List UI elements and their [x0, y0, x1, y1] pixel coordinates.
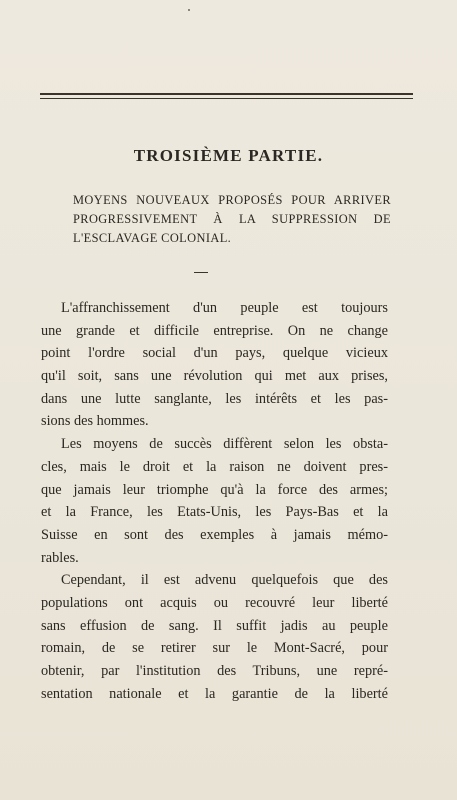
- chapter-subtitle: [73, 191, 391, 248]
- double-rule-top: [40, 93, 413, 95]
- text-line: cles, mais le droit et la raison ne doivent pres-: [41, 458, 388, 475]
- text-line: romain, de se retirer sur le Mont-Sacré, pour: [41, 640, 388, 657]
- text-line: Suisse en sont des exemples à jamais mémo-: [41, 526, 388, 543]
- separator-dash: [194, 272, 208, 273]
- text-line: dans une lutte sanglante, les intérêts et les pas-: [41, 390, 388, 407]
- text-line: et la France, les Etats-Unis, les Pays-Bas et la: [41, 504, 388, 521]
- text-line: que jamais leur triomphe qu'à la force des armes;: [41, 481, 388, 498]
- subtitle-line: MOYENS NOUVEAUX PROPOSÉS POUR ARRIVER: [73, 193, 391, 207]
- text-line: point l'ordre social d'un pays, quelque vicieux: [41, 345, 388, 362]
- text-line: qu'il soit, sans une révolution qui met aux prises,: [41, 368, 388, 385]
- text-line: sentation nationale et la garantie de la liberté: [41, 685, 388, 702]
- body-text: [41, 297, 388, 705]
- text-line: sans effusion de sang. Il suffit jadis au peuple: [41, 617, 388, 634]
- text-line: L'affranchissement d'un peuple est toujours: [61, 300, 388, 316]
- double-rule-bottom: [40, 98, 413, 99]
- page-speck: [188, 9, 190, 11]
- text-line: une grande et difficile entreprise. On ne change: [41, 322, 388, 339]
- text-line: populations ont acquis ou recouvré leur liberté: [41, 594, 388, 611]
- text-line: Les moyens de succès diffèrent selon les obsta-: [61, 436, 388, 453]
- text-line: rables.: [41, 549, 79, 566]
- text-line: obtenir, par l'institution des Tribuns, une repré-: [41, 663, 388, 679]
- text-line: Cependant, il est advenu quelquefois que des: [61, 572, 388, 589]
- part-title: TROISIÈME PARTIE.: [133, 146, 324, 165]
- subtitle-line: L'ESCLAVAGE COLONIAL.: [73, 231, 232, 245]
- subtitle-line: PROGRESSIVEMENT À LA SUPPRESSION DE: [73, 212, 391, 226]
- text-line: sions des hommes.: [41, 413, 149, 430]
